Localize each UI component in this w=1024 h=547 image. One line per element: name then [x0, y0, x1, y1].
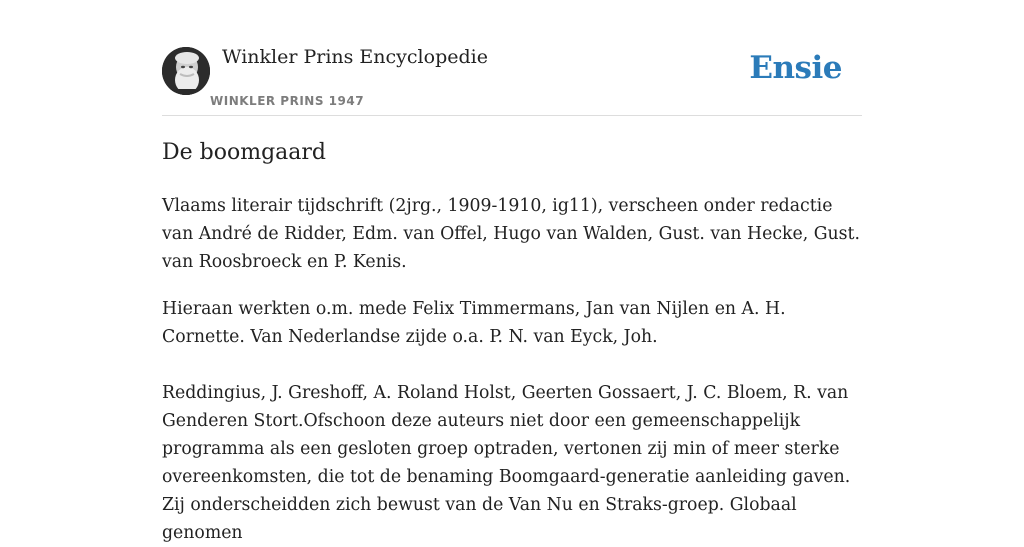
- article-title: De boomgaard: [162, 140, 327, 165]
- site-title[interactable]: Winkler Prins Encyclopedie: [222, 46, 488, 68]
- page-container: [162, 0, 862, 543]
- site-header: [162, 0, 862, 116]
- avatar[interactable]: [162, 47, 210, 95]
- portrait-icon: [162, 47, 210, 95]
- brand-logo-link[interactable]: Ensie: [749, 50, 842, 86]
- article-paragraph: Vlaams literair tijdschrift (2jrg., 1909-1910, ig11), verscheen onder redactie van André de Ridder, Edm. van Offel, Hugo van Walden, Gust. van Hecke, Gust. van Roosbroeck en P. Kenis.: [162, 196, 860, 272]
- article-paragraph: Hieraan werkten o.m. mede Felix Timmermans, Jan van Nijlen en A. H. Cornette. Van Nederlandse zijde o.a. P. N. van Eyck, Joh.: [162, 299, 786, 347]
- article-paragraph: Reddingius, J. Greshoff, A. Roland Holst, Geerten Gossaert, J. C. Bloem, R. van Genderen Stort.Ofschoon deze auteurs niet door een gemeenschappelijk programma als een gesloten groep optraden, vertonen zij min of meer sterke overeenkomsten, die tot de benaming Boomgaard-generatie aanleiding gaven. Zij onderscheidden zich bewust van de Van Nu en Straks-groep. Globaal genomen: [162, 383, 851, 543]
- source-label[interactable]: WINKLER PRINS 1947: [210, 94, 365, 108]
